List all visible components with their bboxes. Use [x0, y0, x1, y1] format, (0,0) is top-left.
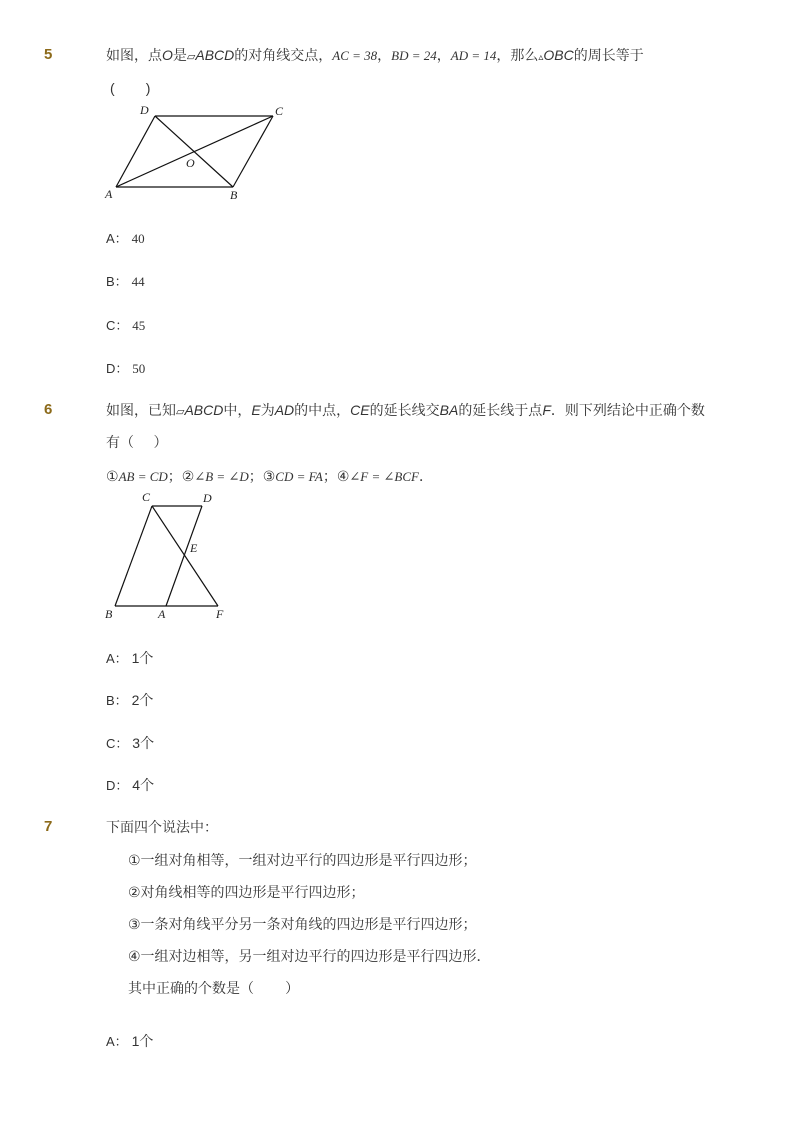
question-number-5: 5 — [44, 46, 53, 63]
q5-option-c[interactable]: C： 45 — [106, 318, 146, 333]
label-d: D — [203, 491, 212, 505]
label-a: A — [105, 187, 113, 201]
label-b: B — [230, 188, 238, 202]
label-o: O — [186, 156, 195, 170]
q7-option-a[interactable]: A： 1个 — [106, 1033, 154, 1049]
q6-option-a[interactable]: A： 1个 — [106, 650, 154, 666]
edge-da — [166, 506, 202, 606]
triangle-symbol: ▵ — [538, 52, 544, 63]
edge-bc — [233, 116, 273, 187]
q7-statement-2: ②对角线相等的四边形是平行四边形； — [128, 884, 365, 900]
diagonal-bd — [155, 116, 233, 187]
label-c: C — [275, 104, 284, 118]
q6-conclusions: ①AB = CD；②∠B = ∠D；③CD = FA；④∠F = ∠BCF． — [106, 468, 433, 484]
q7-stem: 下面四个说法中： — [106, 819, 218, 835]
segment-cf — [152, 506, 218, 606]
label-c: C — [142, 490, 151, 504]
edge-da — [116, 116, 155, 187]
q6-stem-line1: 如图，已知▱ABCD中，E为AD的中点，CE的延长线交BA的延长线于点F．则下列结论中正确个数 — [106, 402, 705, 418]
label-a: A — [158, 607, 166, 621]
question-number-6: 6 — [44, 401, 53, 418]
q5-option-d[interactable]: D： 50 — [106, 361, 146, 376]
parallelogram-symbol: ▱ — [176, 406, 185, 418]
q7-statement-4: ④一组对边相等，另一组对边平行的四边形是平行四边形． — [128, 948, 491, 964]
label-b: B — [105, 607, 113, 621]
q7-question: 其中正确的个数是（ ） — [128, 980, 300, 996]
label-f: F — [216, 607, 224, 621]
q5-answer-paren: ( ) — [110, 80, 151, 96]
q5-option-b[interactable]: B： 44 — [106, 274, 145, 289]
q5-stem-line1: 如图，点O是▱ABCD的对角线交点，AC = 38，BD = 24，AD = 14，那么▵OBC的周长等于 — [106, 47, 644, 63]
q7-statement-1: ①一组对角相等，一组对边平行的四边形是平行四边形； — [128, 852, 477, 868]
q6-option-d[interactable]: D： 4个 — [106, 777, 155, 793]
q5-parallelogram-figure — [100, 100, 300, 204]
q6-option-c[interactable]: C： 3个 — [106, 735, 155, 751]
question-number-7: 7 — [44, 818, 53, 835]
q6-stem-line2: 有（ ） — [106, 434, 168, 450]
q6-option-b[interactable]: B： 2个 — [106, 692, 154, 708]
q6-parallelogram-figure — [100, 487, 240, 623]
q5-option-a[interactable]: A： 40 — [106, 231, 145, 246]
parallelogram-symbol: ▱ — [186, 51, 196, 63]
edge-cb — [115, 506, 152, 606]
label-e: E — [190, 541, 198, 555]
label-d: D — [140, 103, 149, 117]
q7-statement-3: ③一条对角线平分另一条对角线的四边形是平行四边形； — [128, 916, 477, 932]
